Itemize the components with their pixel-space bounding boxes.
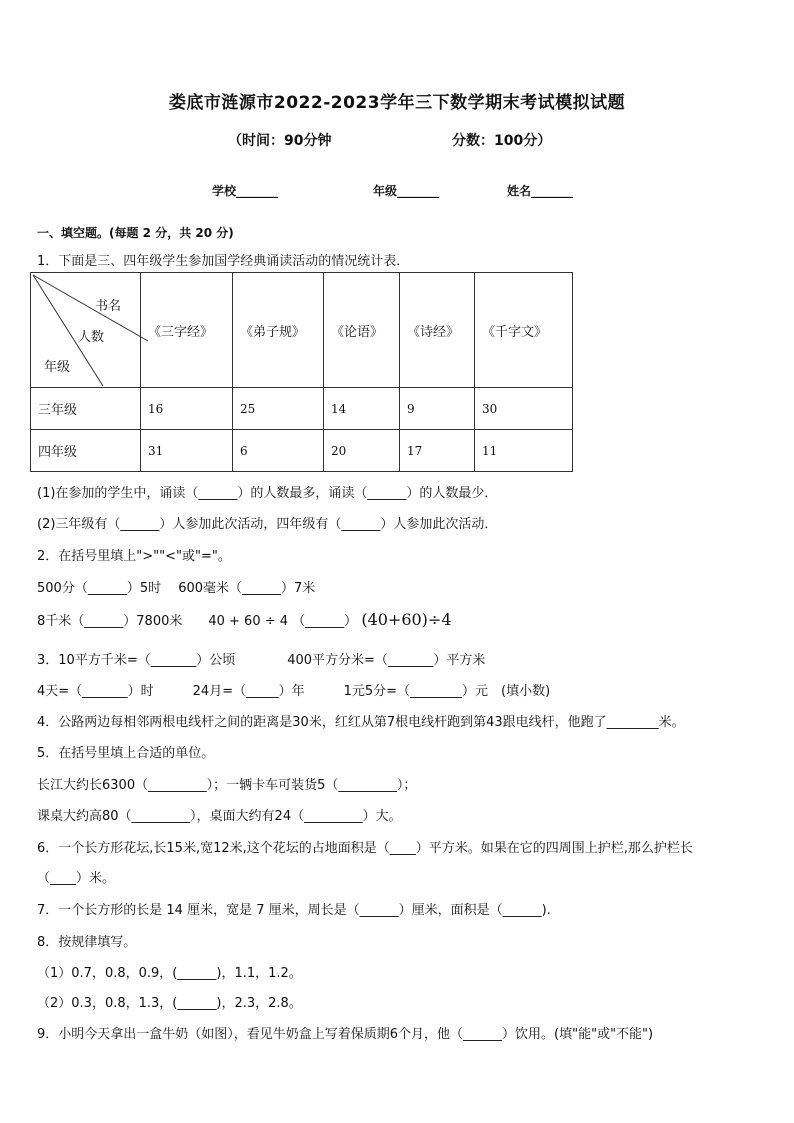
q9-text: 9．小明今天拿出一盒牛奶（如图），看见牛奶盒上写着保质期6个月，他（______）饮用。(填"能"或"不能") (37, 1027, 654, 1042)
q2-line1: 500分（______）5时 600毫米（______）7米 (37, 581, 316, 596)
statistics-table (30, 272, 573, 472)
table-cell: 11 (475, 430, 573, 472)
table-cell: 6 (233, 430, 324, 472)
name-field: 姓名_______ (507, 184, 574, 198)
diag-label-grade: 年级 (44, 360, 71, 375)
header-cell-shijing: 《诗经》 (400, 273, 475, 388)
exam-time: （时间：90分钟 (228, 133, 332, 149)
q8-line2: （2）0.3，0.8，1.3，(______)，2.3，2.8。 (37, 996, 302, 1011)
section-heading: 一、填空题。(每题 2 分，共 20 分) (37, 226, 234, 240)
table-cell: 20 (324, 430, 400, 472)
table-row (31, 430, 573, 472)
table-cell: 16 (141, 388, 233, 430)
diagonal-header-cell (31, 273, 141, 388)
q6-line1: 6．一个长方形花坛,长15米,宽12米,这个花坛的占地面积是（____）平方米。如果在它的四周围上护栏,那么护栏长 (37, 841, 693, 856)
row-grade-label: 四年级 (31, 430, 141, 472)
header-cell-lunyu: 《论语》 (324, 273, 400, 388)
q2-stem: 2．在括号里填上">""<"或"="。 (37, 549, 231, 564)
q1-stem: 1．下面是三、四年级学生参加国学经典诵读活动的情况统计表． (37, 254, 410, 269)
q3-line2: 4天=（_______）时 24月=（_____）年 1元5分=（________）元 (填小数) (37, 684, 551, 699)
table-cell: 25 (233, 388, 324, 430)
header-cell-qianziwen: 《千字文》 (475, 273, 573, 388)
q1-sub1: (1)在参加的学生中，诵读（______）的人数最多，诵读（______）的人数最少． (37, 486, 498, 501)
table-header-row (31, 273, 573, 388)
q2-line2 (37, 610, 452, 629)
row-grade-label: 三年级 (31, 388, 141, 430)
table-cell: 9 (400, 388, 475, 430)
exam-score: 分数：100分） (452, 133, 552, 149)
q1-sub2: (2)三年级有（______）人参加此次活动，四年级有（______）人参加此次活动． (37, 517, 498, 532)
q4-text: 4．公路两边每相邻两根电线杆之间的距离是30米，红红从第7根电线杆跑到第43跟电线杆，他跑了________米。 (37, 715, 685, 730)
header-cell-sanzijing: 《三字经》 (141, 273, 233, 388)
q2-expression: (40+60)÷4 (361, 610, 452, 629)
table-row (31, 388, 573, 430)
table-cell: 14 (324, 388, 400, 430)
school-field: 学校_______ (212, 184, 279, 198)
table-cell: 17 (400, 430, 475, 472)
q5-stem: 5．在括号里填上合适的单位。 (37, 746, 215, 761)
q8-stem: 8．按规律填写。 (37, 935, 137, 950)
q5-line1: 长江大约长6300（_________）；一辆卡车可装货5（_________）； (37, 778, 417, 793)
q5-line2: 课桌大约高80（_________），桌面大约有24（_________）大。 (37, 809, 402, 824)
diag-label-people: 人数 (78, 330, 105, 345)
q2-line2-text: 8千米（______）7800米 40 + 60 ÷ 4 （______） (37, 614, 358, 629)
diag-label-book: 书名 (95, 299, 122, 314)
q8-line1: （1）0.7，0.8，0.9，(______)，1.1，1.2。 (37, 966, 302, 981)
exam-title: 娄底市涟源市2022-2023学年三下数学期末考试模拟试题 (168, 93, 626, 113)
q3-line1: 3．10平方千米=（_______）公顷 400平方分米=（_______）平方米 (37, 653, 486, 668)
grade-field: 年级_______ (373, 184, 440, 198)
header-cell-dizigui: 《弟子规》 (233, 273, 324, 388)
q7-text: 7．一个长方形的长是 14 厘米，宽是 7 厘米，周长是（______）厘米，面积是（______). (37, 903, 551, 918)
q6-line2: （____）米。 (37, 871, 116, 886)
table-cell: 31 (141, 430, 233, 472)
table-cell: 30 (475, 388, 573, 430)
